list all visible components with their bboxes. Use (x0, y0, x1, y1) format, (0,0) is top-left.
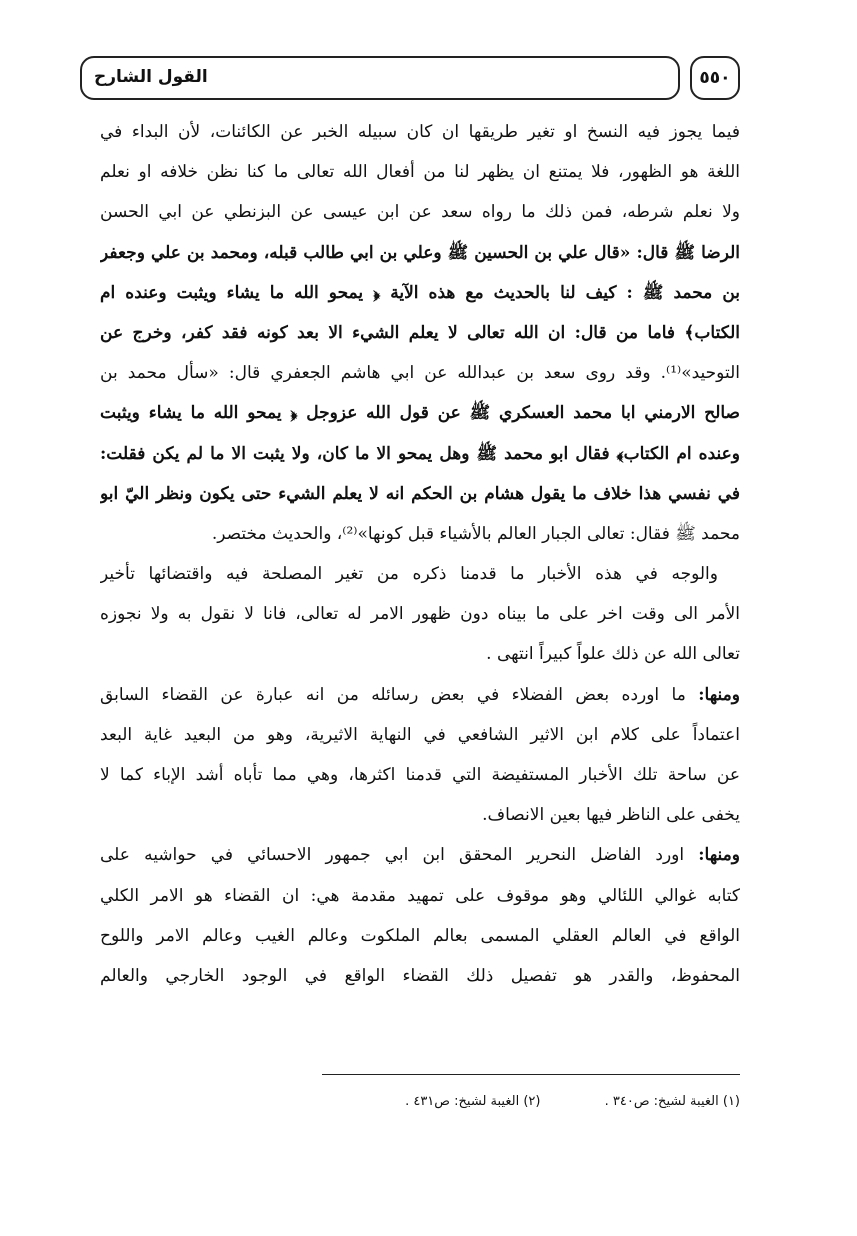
page-number: ٥٥٠ (699, 68, 731, 88)
text-line (100, 675, 740, 715)
text-line: في نفسي هذا خلاف ما يقول هشام بن الحكم انه لا يعلم الشيء حتى يكون ونظر اليّ ابو (100, 483, 740, 504)
running-title-frame (80, 56, 680, 100)
footnote-separator (322, 1074, 740, 1075)
page-header (80, 56, 740, 102)
text-line: محمد ﷺ فقال: تعالى الجبار العالم بالأشياء قبل كونها»⁽²⁾، والحديث مختصر. (211, 523, 740, 544)
text-line: التوحيد»⁽¹⁾. وقد روى سعد بن عبدالله عن ابي هاشم الجعفري قال: «سأل محمد بن (100, 363, 740, 384)
text-line: تعالى الله عن ذلك علواً كبيراً انتهى . (486, 644, 740, 665)
text-line: اللغة هو الظهور، فلا يمتنع ان يظهر لنا من أفعال الله تعالى ما كنا نظن خلافه او نعلم (100, 162, 740, 183)
text-line-content: ما اورده بعض الفضلاء في بعض رسائله من انه عبارة عن القضاء السابق (100, 684, 686, 705)
text-line (100, 835, 740, 875)
text-line: كتابه غوالي اللئالي وهو موقوف على تمهيد مقدمة هي: ان القضاء هو الامر الكلي (100, 885, 740, 906)
text-line: يخفى على الناظر فيها بعين الانصاف. (482, 805, 740, 826)
text-line: اعتماداً على كلام ابن الاثير الشافعي في النهاية الاثيرية، وهو من البعيد غاية البعد (100, 724, 740, 745)
text-line: ولا نعلم شرطه، فمن ذلك ما رواه سعد عن ابن عيسى عن البزنطي عن ابي الحسن (100, 202, 740, 223)
text-line: الواقع في العالم العقلي المسمى بعالم الملكوت وعالم الغيب وعالم الامر واللوح (100, 925, 740, 946)
footnote-2: (٢) الغيبة لشيخ: ص٤٣١ . (405, 1094, 541, 1109)
text-line: صالح الارمني ابا محمد العسكري ﷺ عن قول الله عزوجل ﴿ يمحو الله ما يشاء ويثبت (100, 403, 740, 424)
text-line: وعنده ام الكتاب﴾ فقال ابو محمد ﷺ وهل يمحو الا ما كان، ولا يثبت الا ما لم يكن فقلت: (100, 443, 740, 464)
text-line: الرضا ﷺ قال: «قال علي بن الحسين ﷺ وعلي بن ابي طالب قبله، ومحمد بن علي وجعفر (100, 242, 740, 263)
paragraph-lead: ومنها: (698, 845, 740, 866)
text-line: بن محمد ﷺ : كيف لنا بالحديث مع هذه الآية ﴿ يمحو الله ما يشاء ويثبت وعنده ام (100, 282, 740, 303)
footnote-1: (١) الغيبة لشيخ: ص٣٤٠ . (604, 1094, 740, 1109)
text-line: والوجه في هذه الأخبار ما قدمنا ذكره من تغير المصلحة فيه واقتضائها تأخير (100, 564, 718, 585)
text-line: المحفوظ، والقدر هو تفصيل ذلك القضاء الواقع في الوجود الخارجي والعالم (100, 965, 740, 986)
paragraph-lead: ومنها: (698, 684, 740, 705)
text-line: الكتاب﴾ فاما من قال: ان الله تعالى لا يعلم الشيء الا بعد كونه فقد كفر، وخرج عن (100, 322, 740, 343)
running-title: القول الشارح (94, 67, 208, 87)
text-line: الأمر الى وقت اخر على ما بيناه دون ظهور الامر له تعالى، فانا لا نقول به ولا نجوزه (100, 604, 740, 625)
text-line: فيما يجوز فيه النسخ او تغير طريقها ان كان سبيله الخبر عن الكائنات، لأن البداء في (100, 122, 740, 142)
text-line: عن ساحة تلك الأخبار المستفيضة التي قدمنا اكثرها، وهي مما تأباه أشد الإباء كما لا (100, 765, 740, 785)
text-line-content: اورد الفاضل النحرير المحقق ابن ابي جمهور الاحسائي في حواشيه على (100, 845, 685, 866)
main-text (100, 112, 740, 996)
page-number-frame (690, 56, 740, 100)
footnotes (260, 1094, 740, 1109)
